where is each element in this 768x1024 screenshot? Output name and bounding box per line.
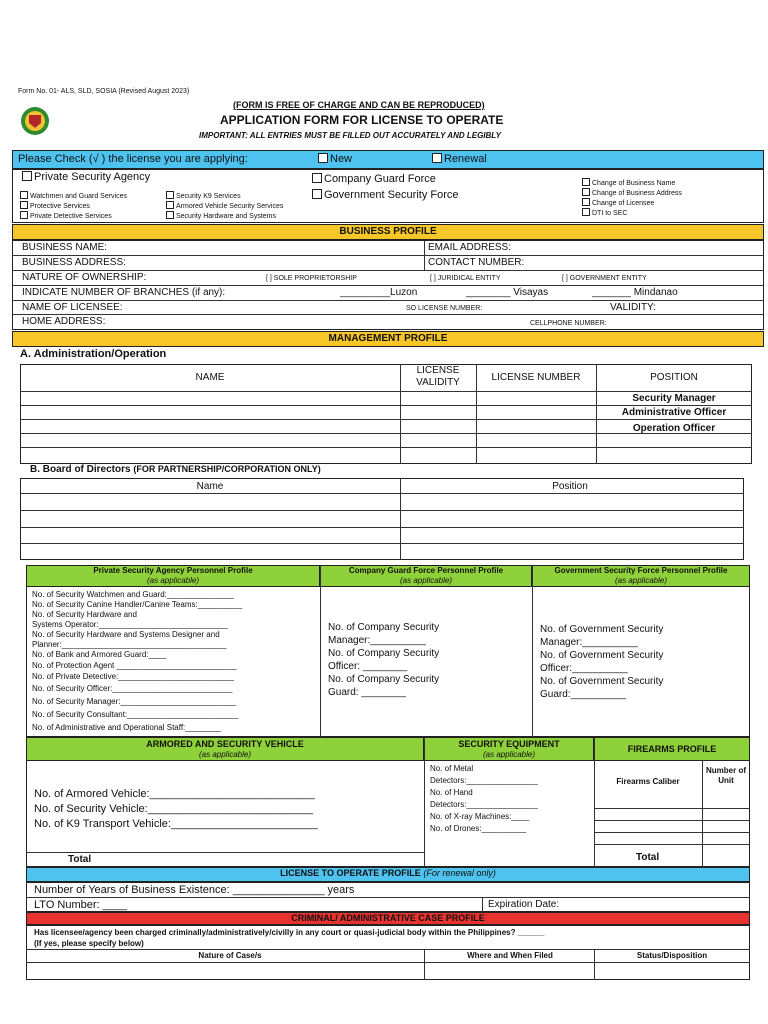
so-license-field[interactable]: SO LICENSE NUMBER: <box>406 305 483 312</box>
cgf-field-4[interactable]: Officer: ________ <box>328 661 408 672</box>
cgf-checkbox[interactable] <box>312 173 322 183</box>
criminal-if-yes: (If yes, please specify below) <box>34 939 144 948</box>
gsf-field-3[interactable]: No. of Government Security <box>540 650 664 661</box>
equipment-field-1[interactable]: No. of Metal <box>430 764 474 773</box>
equipment-title: SECURITY EQUIPMENT <box>458 739 560 749</box>
government-entity-option[interactable]: [ ] GOVERNMENT ENTITY <box>562 275 647 282</box>
admin-col-number: LICENSE NUMBER <box>491 372 581 383</box>
firearms-total-label: Total <box>636 852 660 863</box>
lto-number-field[interactable]: LTO Number: ____ <box>34 899 128 911</box>
vehicle-title: ARMORED AND SECURITY VEHICLE <box>146 739 304 749</box>
ownership-label: NATURE OF OWNERSHIP: <box>22 272 147 283</box>
cgf-personnel-title: Company Guard Force Personnel Profile <box>348 566 504 575</box>
new-checkbox[interactable] <box>318 153 328 163</box>
psa-field-protection[interactable]: No. of Protection Agent ___________________________ <box>32 661 237 670</box>
board-table <box>20 478 744 560</box>
armored-vehicle-field[interactable]: No. of Armored Vehicle:___________________________ <box>34 788 315 800</box>
criminal-question[interactable]: Has licensee/agency been charged criminally/administratively/civilly in any court or quasi-judicial body within the Philippines? ______ <box>34 928 545 937</box>
col-where-filed: Where and When Filed <box>467 951 553 960</box>
validity-field[interactable]: VALIDITY: <box>610 302 656 313</box>
administration-title: A. Administration/Operation <box>20 348 167 360</box>
cgf-field-2[interactable]: Manager:__________ <box>328 635 426 646</box>
dti-to-sec[interactable]: DTI to SEC <box>582 208 627 218</box>
equipment-field-2[interactable]: Detectors:________________ <box>430 776 538 785</box>
psa-personnel-title: Private Security Agency Personnel Profile <box>93 566 253 575</box>
psa-service-watchmen[interactable]: Watchmen and Guard Services <box>20 191 127 201</box>
business-address-field[interactable]: BUSINESS ADDRESS: <box>22 257 126 268</box>
equipment-field-6[interactable]: No. of Drones:__________ <box>430 824 527 833</box>
branches-label: INDICATE NUMBER OF BRANCHES (if any): <box>22 287 226 298</box>
psa-field-designer-2[interactable]: Planner:_____________________________________ <box>32 640 227 649</box>
gsf-checkbox[interactable] <box>312 189 322 199</box>
visayas-field[interactable]: ________ Visayas <box>466 287 549 298</box>
psa-service-armored[interactable]: Armored Vehicle Security Services <box>166 201 283 211</box>
psa-service-protective[interactable]: Protective Services <box>20 201 90 211</box>
psa-field-manager[interactable]: No. of Security Manager:__________________________ <box>32 697 237 706</box>
col-nature-of-case: Nature of Case/s <box>198 951 262 960</box>
equipment-field-5[interactable]: No. of X-ray Machines:____ <box>430 812 530 821</box>
vehicle-total-label: Total <box>68 854 92 865</box>
psa-field-consultant[interactable]: No. of Security Consultant:_________________________ <box>32 710 239 719</box>
luzon-field[interactable]: _________Luzon <box>340 287 418 298</box>
board-col-name: Name <box>196 481 224 492</box>
gsf-field-5[interactable]: No. of Government Security <box>540 676 664 687</box>
gsf-field-4[interactable]: Officer:__________ <box>540 663 628 674</box>
years-existence-field[interactable]: Number of Years of Business Existence: _______________ years <box>34 884 355 896</box>
contact-number-field[interactable]: CONTACT NUMBER: <box>428 257 525 268</box>
firearms-caliber-col: Firearms Caliber <box>616 777 680 786</box>
psa-field-hardware-2[interactable]: Systems Operator:_____________________________ <box>32 620 228 629</box>
position-admin-officer: Administrative Officer <box>621 407 727 418</box>
firearms-units-col: Number of Unit <box>706 766 746 785</box>
license-check-prompt: Please Check (√ ) the license you are applying: <box>18 153 248 165</box>
board-title: B. Board of Directors (FOR PARTNERSHIP/CORPORATION ONLY) <box>30 464 321 475</box>
vehicle-sub: (as applicable) <box>198 750 252 759</box>
psa-field-officer[interactable]: No. of Security Officer:___________________________ <box>32 684 233 693</box>
renewal-checkbox[interactable] <box>432 153 442 163</box>
change-business-address[interactable]: Change of Business Address <box>582 188 682 198</box>
psa-field-bank-guard[interactable]: No. of Bank and Armored Guard:____ <box>32 650 167 659</box>
business-name-field[interactable]: BUSINESS NAME: <box>22 242 108 253</box>
juridical-entity-option[interactable]: [ ] JURIDICAL ENTITY <box>430 275 501 282</box>
psa-field-designer-1[interactable]: No. of Security Hardware and Systems Designer and <box>32 630 220 639</box>
sole-proprietorship-option[interactable]: [ ] SOLE PROPRIETORSHIP <box>266 275 357 282</box>
cellphone-field[interactable]: CELLPHONE NUMBER: <box>530 320 607 327</box>
cgf-field-1[interactable]: No. of Company Security <box>328 622 440 633</box>
position-operation-officer: Operation Officer <box>632 423 716 434</box>
change-business-name[interactable]: Change of Business Name <box>582 178 675 188</box>
psa-checkbox[interactable] <box>22 171 32 181</box>
admin-col-name: NAME <box>195 372 225 383</box>
psa-personnel-sub: (as applicable) <box>146 576 200 585</box>
management-profile-header: MANAGEMENT PROFILE <box>12 331 764 347</box>
psa-field-canine[interactable]: No. of Security Canine Handler/Canine Teams:__________ <box>32 600 243 609</box>
business-profile-header: BUSINESS PROFILE <box>12 224 764 240</box>
free-of-charge-note: (FORM IS FREE OF CHARGE AND CAN BE REPRODUCED) <box>233 100 485 110</box>
important-note: IMPORTANT: ALL ENTRIES MUST BE FILLED OUT ACCURATELY AND LEGIBLY <box>199 131 501 140</box>
gsf-option[interactable]: Government Security Force <box>312 189 459 202</box>
position-security-manager: Security Manager <box>632 393 716 404</box>
firearms-title: FIREARMS PROFILE <box>627 744 717 754</box>
psa-option[interactable]: Private Security Agency <box>22 171 150 184</box>
change-licensee[interactable]: Change of Licensee <box>582 198 654 208</box>
gsf-personnel-title: Government Security Force Personnel Profile <box>554 566 728 575</box>
psa-field-hardware-1[interactable]: No. of Security Hardware and <box>32 610 137 619</box>
psa-field-watchmen[interactable]: No. of Security Watchmen and Guard:_______________ <box>32 590 234 599</box>
renewal-option[interactable]: Renewal <box>432 153 487 166</box>
cgf-option[interactable]: Company Guard Force <box>312 173 436 186</box>
security-vehicle-field[interactable]: No. of Security Vehicle:___________________________ <box>34 803 313 815</box>
k9-vehicle-field[interactable]: No. of K9 Transport Vehicle:________________________ <box>34 818 318 830</box>
equipment-field-3[interactable]: No. of Hand <box>430 788 473 797</box>
mindanao-field[interactable]: _______ Mindanao <box>592 287 678 298</box>
lto-title: LICENSE TO OPERATE PROFILE (For renewal only) <box>280 868 496 878</box>
form-number: Form No. 01- ALS, SLD, SOSIA (Revised August 2023) <box>18 88 190 95</box>
licensee-name-field[interactable]: NAME OF LICENSEE: <box>22 302 123 313</box>
form-title: APPLICATION FORM FOR LICENSE TO OPERATE <box>220 113 504 127</box>
expiration-date-field[interactable]: Expiration Date: <box>488 899 560 910</box>
criminal-header: CRIMINAL/ ADMINISTRATIVE CASE PROFILE <box>26 912 750 925</box>
psa-service-k9[interactable]: Security K9 Services <box>166 191 241 201</box>
pnp-seal-logo <box>20 106 50 136</box>
gsf-field-2[interactable]: Manager:__________ <box>540 637 638 648</box>
cgf-field-3[interactable]: No. of Company Security <box>328 648 440 659</box>
psa-service-hardware[interactable]: Security Hardware and Systems <box>166 211 276 221</box>
cgf-field-6[interactable]: Guard: ________ <box>328 687 406 698</box>
psa-service-detective[interactable]: Private Detective Services <box>20 211 112 221</box>
cgf-field-5[interactable]: No. of Company Security <box>328 674 440 685</box>
admin-col-position: POSITION <box>650 372 698 383</box>
new-license-option[interactable]: New <box>318 153 352 166</box>
col-status: Status/Disposition <box>636 951 708 960</box>
admin-col-validity: LICENSE VALIDITY <box>416 365 460 388</box>
equipment-field-4[interactable]: Detectors:________________ <box>430 800 538 809</box>
home-address-field[interactable]: HOME ADDRESS: <box>22 316 106 327</box>
equipment-sub: (as applicable) <box>482 750 536 759</box>
gsf-personnel-sub: (as applicable) <box>614 576 668 585</box>
gsf-field-1[interactable]: No. of Government Security <box>540 624 664 635</box>
cgf-personnel-sub: (as applicable) <box>399 576 453 585</box>
board-col-position: Position <box>552 481 588 492</box>
psa-field-admin-staff[interactable]: No. of Administrative and Operational Staff:________ <box>32 723 221 732</box>
psa-field-detective[interactable]: No. of Private Detective:__________________________ <box>32 672 234 681</box>
gsf-field-6[interactable]: Guard:__________ <box>540 689 627 700</box>
email-field[interactable]: EMAIL ADDRESS: <box>428 242 511 253</box>
